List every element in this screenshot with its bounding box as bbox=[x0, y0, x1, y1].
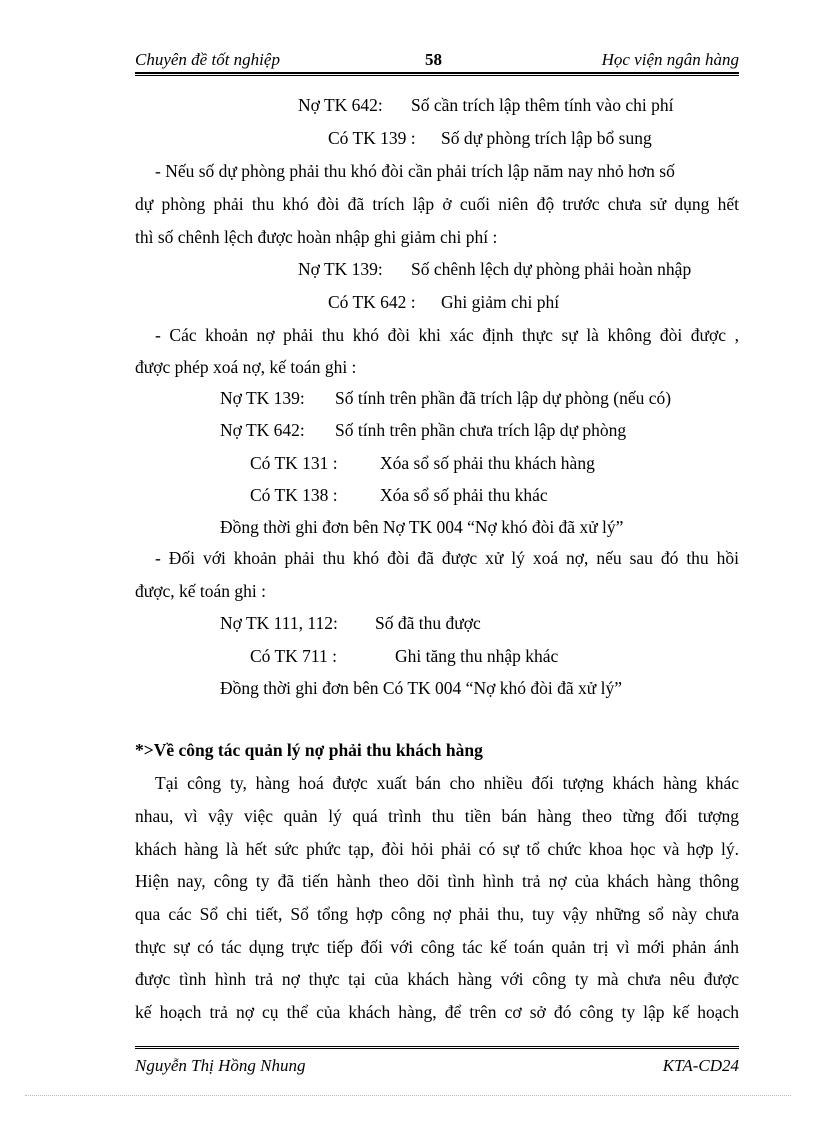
entry-credit-711: Có TK 711 : Ghi tăng thu nhập khác bbox=[250, 646, 559, 666]
paragraph-line: được, kế toán ghi : bbox=[135, 581, 267, 601]
paragraph-line: khách hàng là hết sức phức tạp, đòi hỏi phải có sự tổ chức khoa học và hợp lý. bbox=[135, 839, 739, 859]
entry-credit-139: Có TK 139 : Số dự phòng trích lập bổ sung bbox=[328, 128, 652, 148]
footer-class-code: KTA-CD24 bbox=[662, 1056, 739, 1075]
paragraph-line: dự phòng phải thu khó đòi đã trích lập ở cuối niên độ trước chưa sử dụng hết bbox=[135, 194, 739, 214]
paragraph-line: thì số chênh lệch được hoàn nhập ghi giảm chi phí : bbox=[135, 227, 498, 247]
paragraph-line: - Nếu số dự phòng phải thu khó đòi cần phải trích lập năm nay nhỏ hơn số bbox=[155, 161, 675, 181]
paragraph-line: nhau, vì vậy việc quản lý quá trình thu tiền bán hàng theo từng đối tượng bbox=[135, 806, 739, 826]
entry-credit-131: Có TK 131 : Xóa sổ số phải thu khách hàng bbox=[250, 453, 595, 473]
header-rule bbox=[135, 72, 739, 76]
entry-credit-138: Có TK 138 : Xóa sổ số phải thu khác bbox=[250, 485, 548, 505]
footer-rule bbox=[135, 1046, 739, 1049]
entry-credit-642: Có TK 642 : Ghi giảm chi phí bbox=[328, 292, 560, 312]
section-heading: *>Về công tác quản lý nợ phải thu khách hàng bbox=[135, 740, 483, 760]
entry-memo-debit-004: Đồng thời ghi đơn bên Nợ TK 004 “Nợ khó đòi đã xử lý” bbox=[220, 517, 624, 537]
entry-debit-139-writeoff: Nợ TK 139: Số tính trên phần đã trích lập dự phòng (nếu có) bbox=[220, 388, 672, 408]
entry-debit-111-112: Nợ TK 111, 112: Số đã thu được bbox=[220, 613, 481, 633]
paragraph-line: - Đối với khoản phải thu khó đòi đã được xử lý xoá nợ, nếu sau đó thu hồi bbox=[155, 548, 739, 568]
paragraph-line: - Các khoản nợ phải thu khó đòi khi xác định thực sự là không đòi được , bbox=[155, 325, 739, 345]
page-header bbox=[135, 48, 739, 74]
header-thesis-title: Chuyên đề tốt nghiệp bbox=[135, 50, 280, 69]
paragraph-line: kế hoạch trả nợ cụ thể của khách hàng, để trên cơ sở đó công ty lập kế hoạch bbox=[135, 1002, 739, 1022]
paragraph-line: qua các Sổ chi tiết, Sổ tổng hợp công nợ phải thu, tuy vậy những sổ này chưa bbox=[135, 904, 739, 924]
page-bottom-dotted-line bbox=[25, 1095, 791, 1096]
page-footer bbox=[135, 1050, 739, 1076]
entry-debit-139: Nợ TK 139: Số chênh lệch dự phòng phải hoàn nhập bbox=[298, 259, 692, 279]
footer-author: Nguyễn Thị Hồng Nhung bbox=[135, 1056, 306, 1075]
entry-debit-642: Nợ TK 642: Số cần trích lập thêm tính vào chi phí bbox=[298, 95, 674, 115]
header-institution: Học viện ngân hàng bbox=[601, 50, 739, 69]
paragraph-line: thực sự có tác dụng trực tiếp đối với công tác kế toán quản trị vì mới phản ánh bbox=[135, 937, 739, 957]
paragraph-line: được tình hình trả nợ thực tại của khách hàng với công ty mà chưa nêu được bbox=[135, 969, 739, 989]
paragraph-line: được phép xoá nợ, kế toán ghi : bbox=[135, 357, 357, 377]
entry-memo-credit-004: Đồng thời ghi đơn bên Có TK 004 “Nợ khó đòi đã xử lý” bbox=[220, 678, 622, 698]
page-number: 58 bbox=[425, 50, 442, 69]
entry-debit-642-writeoff: Nợ TK 642: Số tính trên phần chưa trích lập dự phòng bbox=[220, 420, 627, 440]
paragraph-line: Hiện nay, công ty đã tiến hành theo dõi tình hình trả nợ của khách hàng thông bbox=[135, 871, 739, 891]
paragraph-line: Tại công ty, hàng hoá được xuất bán cho nhiều đối tượng khách hàng khác bbox=[155, 773, 739, 793]
